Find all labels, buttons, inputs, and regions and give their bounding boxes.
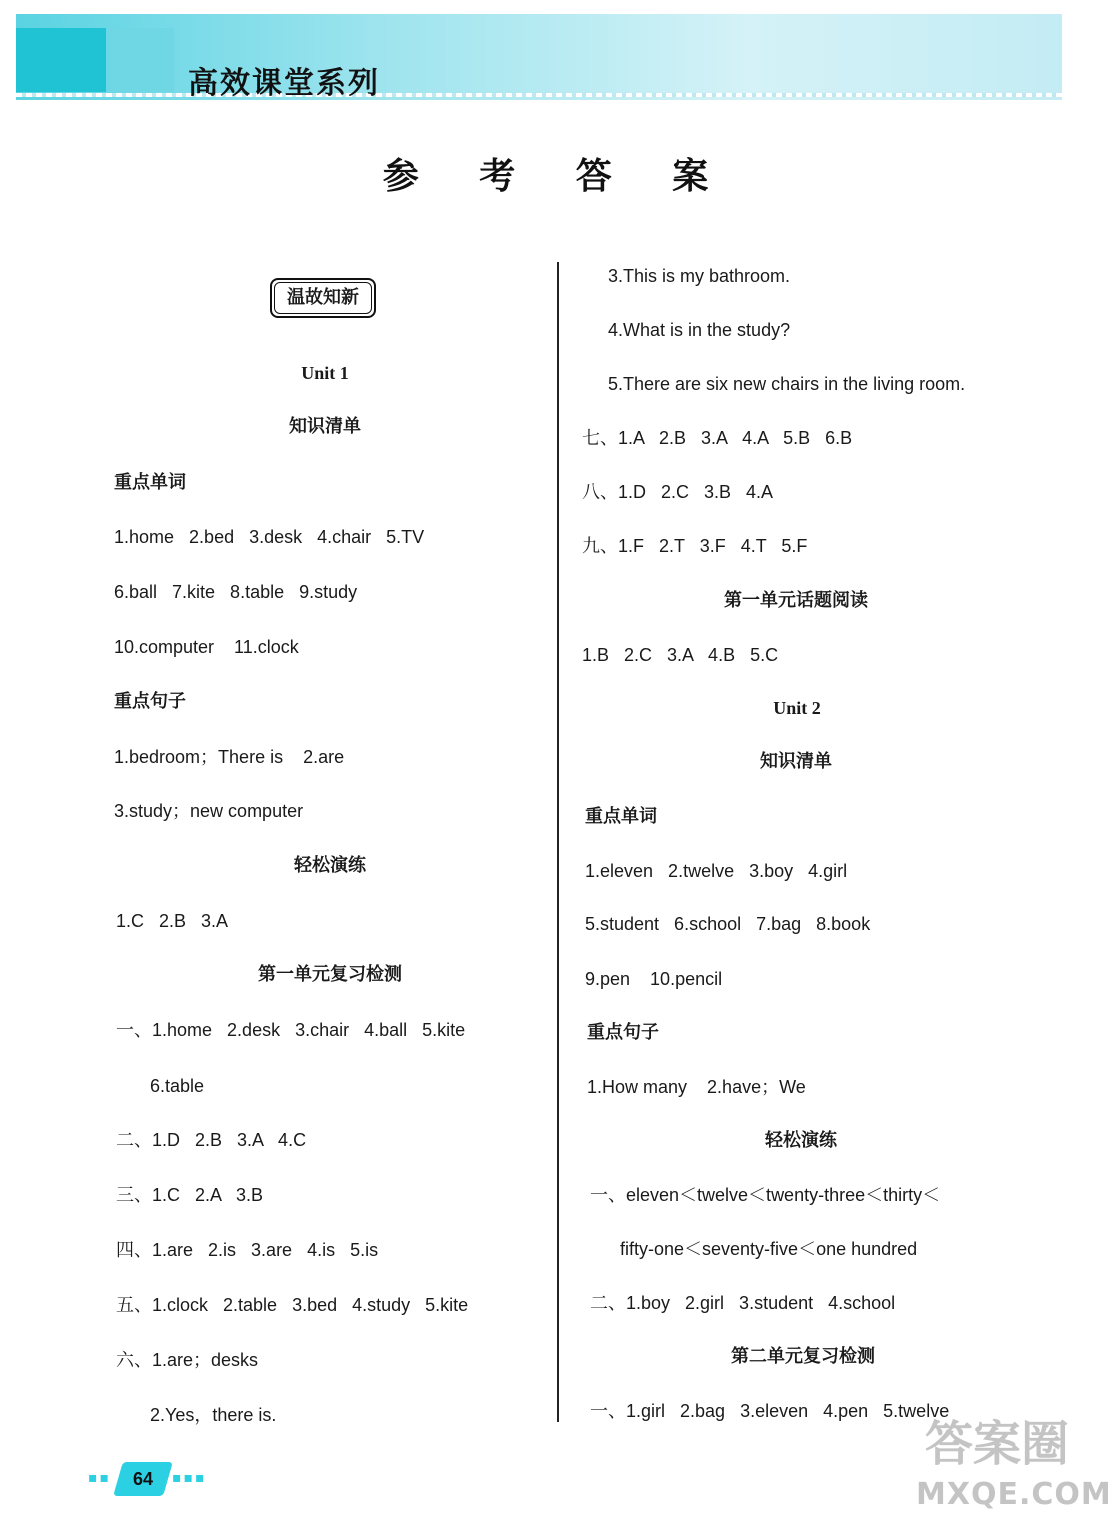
review-line: 四、1.are 2.is 3.are 4.is 5.is <box>116 1240 379 1260</box>
key-words-head: 重点单词 <box>114 472 186 493</box>
easy-practice-line: fifty-one＜seventy-five＜one hundred <box>620 1239 918 1259</box>
key-sentences-line: 1.bedroom；There is 2.are <box>114 747 345 767</box>
easy-practice-line: 一、eleven＜twelve＜twenty-three＜thirty＜ <box>590 1185 941 1205</box>
key-sentences-line: 3.study；new computer <box>114 801 304 821</box>
unit-1-review-head: 第一单元复习检测 <box>258 964 402 985</box>
watermark-bottom: MXQE.COM <box>916 1477 1112 1512</box>
easy-practice-answers: 1.C 2.B 3.A <box>116 911 229 931</box>
review-line: 一、1.home 2.desk 3.chair 4.ball 5.kite <box>116 1020 466 1040</box>
unit-1-reading-head: 第一单元话题阅读 <box>724 590 868 611</box>
watermark-top: 答案圈 <box>924 1416 1069 1472</box>
key-words-line: 9.pen 10.pencil <box>585 969 723 989</box>
page-dots-right: ▪▪▪ <box>172 1470 207 1486</box>
review-line: 6.table <box>150 1076 205 1096</box>
easy-practice-line: 二、1.boy 2.girl 3.student 4.school <box>590 1293 896 1313</box>
easy-practice-head: 轻松演练 <box>765 1130 837 1151</box>
knowledge-list-head: 知识清单 <box>289 416 361 437</box>
key-sentences-line: 1.How many 2.have；We <box>587 1077 806 1097</box>
column-divider <box>557 262 559 1422</box>
key-words-head: 重点单词 <box>585 806 657 827</box>
header-banner <box>16 14 1062 100</box>
key-words-line: 6.ball 7.kite 8.table 9.study <box>114 582 358 602</box>
key-words-line: 10.computer 11.clock <box>114 637 299 657</box>
review-line: 六、1.are；desks <box>116 1350 259 1370</box>
continued-line: 5.There are six new chairs in the living room. <box>608 374 966 394</box>
key-words-line: 1.eleven 2.twelve 3.boy 4.girl <box>585 861 848 881</box>
page-number-badge <box>113 1462 173 1496</box>
watermark <box>916 1412 1112 1522</box>
section-box: 温故知新 <box>270 278 376 318</box>
key-words-line: 1.home 2.bed 3.desk 4.chair 5.TV <box>114 527 425 547</box>
unit-2-review-head: 第二单元复习检测 <box>731 1346 875 1367</box>
unit-1-title: Unit 1 <box>301 363 349 383</box>
key-sentences-head: 重点句子 <box>587 1022 659 1043</box>
banner-block <box>16 28 106 92</box>
easy-practice-head: 轻松演练 <box>294 855 366 876</box>
review-line: 二、1.D 2.B 3.A 4.C <box>116 1130 307 1150</box>
review-line: 2.Yes，there is. <box>150 1405 277 1425</box>
knowledge-list-head: 知识清单 <box>760 751 832 772</box>
unit-2-title: Unit 2 <box>773 698 821 718</box>
review-line: 一、1.girl 2.bag 3.eleven 4.pen 5.twelve <box>590 1401 950 1421</box>
key-words-line: 5.student 6.school 7.bag 8.book <box>585 914 871 934</box>
answer-line: 八、1.D 2.C 3.B 4.A <box>582 482 774 502</box>
reading-answers: 1.B 2.C 3.A 4.B 5.C <box>582 645 779 665</box>
page-title: 参 考 答 案 <box>382 155 733 197</box>
banner-block-light <box>110 28 174 92</box>
continued-line: 3.This is my bathroom. <box>608 266 791 286</box>
key-sentences-head: 重点句子 <box>114 691 186 712</box>
review-line: 三、1.C 2.A 3.B <box>116 1185 264 1205</box>
answer-line: 九、1.F 2.T 3.F 4.T 5.F <box>582 536 808 556</box>
review-line: 五、1.clock 2.table 3.bed 4.study 5.kite <box>116 1295 469 1315</box>
series-title: 高效课堂系列 <box>188 66 380 101</box>
answer-line: 七、1.A 2.B 3.A 4.A 5.B 6.B <box>582 428 853 448</box>
page-dots-left: ▪▪ <box>88 1470 111 1486</box>
page-number: 64 <box>132 1469 154 1489</box>
continued-line: 4.What is in the study? <box>608 320 791 340</box>
banner-stripe <box>16 93 1062 97</box>
